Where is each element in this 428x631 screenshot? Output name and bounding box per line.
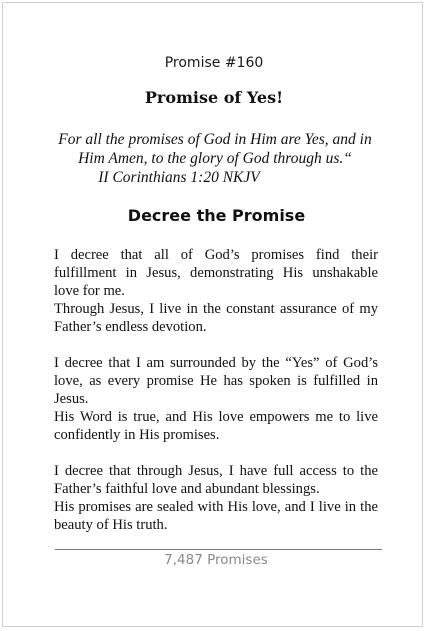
scripture-text: For all the promises of God in Him are Yes, and in Him Amen, to the glory of God through us.“ <box>58 131 372 167</box>
promise-number: Promise #160 <box>164 55 264 71</box>
scripture-reference: II Corinthians 1:20 NKJV <box>98 169 260 186</box>
decree-paragraph: I decree that I am surrounded by the “Yes” of God’s love, as every promise He has spoken is fulfilled in Jesus. <box>54 355 378 407</box>
promise-title: Promise of Yes! <box>144 88 284 107</box>
decree-paragraph: Through Jesus, I live in the constant assurance of my Father’s endless devotion. <box>54 301 378 335</box>
decree-paragraph: I decree that all of God’s promises find their fulfillment in Jesus, demonstrating His unshakable love for me. <box>54 247 378 299</box>
decree-paragraph: I decree that through Jesus, I have full access to the Father’s faithful love and abundant blessings. <box>54 463 378 497</box>
promise-count: 7,487 Promises <box>164 552 268 568</box>
decree-paragraph: His Word is true, and His love empowers me to live confidently in His promises. <box>54 409 378 443</box>
decree-body <box>54 246 378 534</box>
decree-heading: Decree the Promise <box>127 206 306 225</box>
decree-paragraph: His promises are sealed with His love, and I live in the beauty of His truth. <box>54 499 378 533</box>
scripture-quote <box>50 130 380 187</box>
footer-divider <box>55 549 382 550</box>
